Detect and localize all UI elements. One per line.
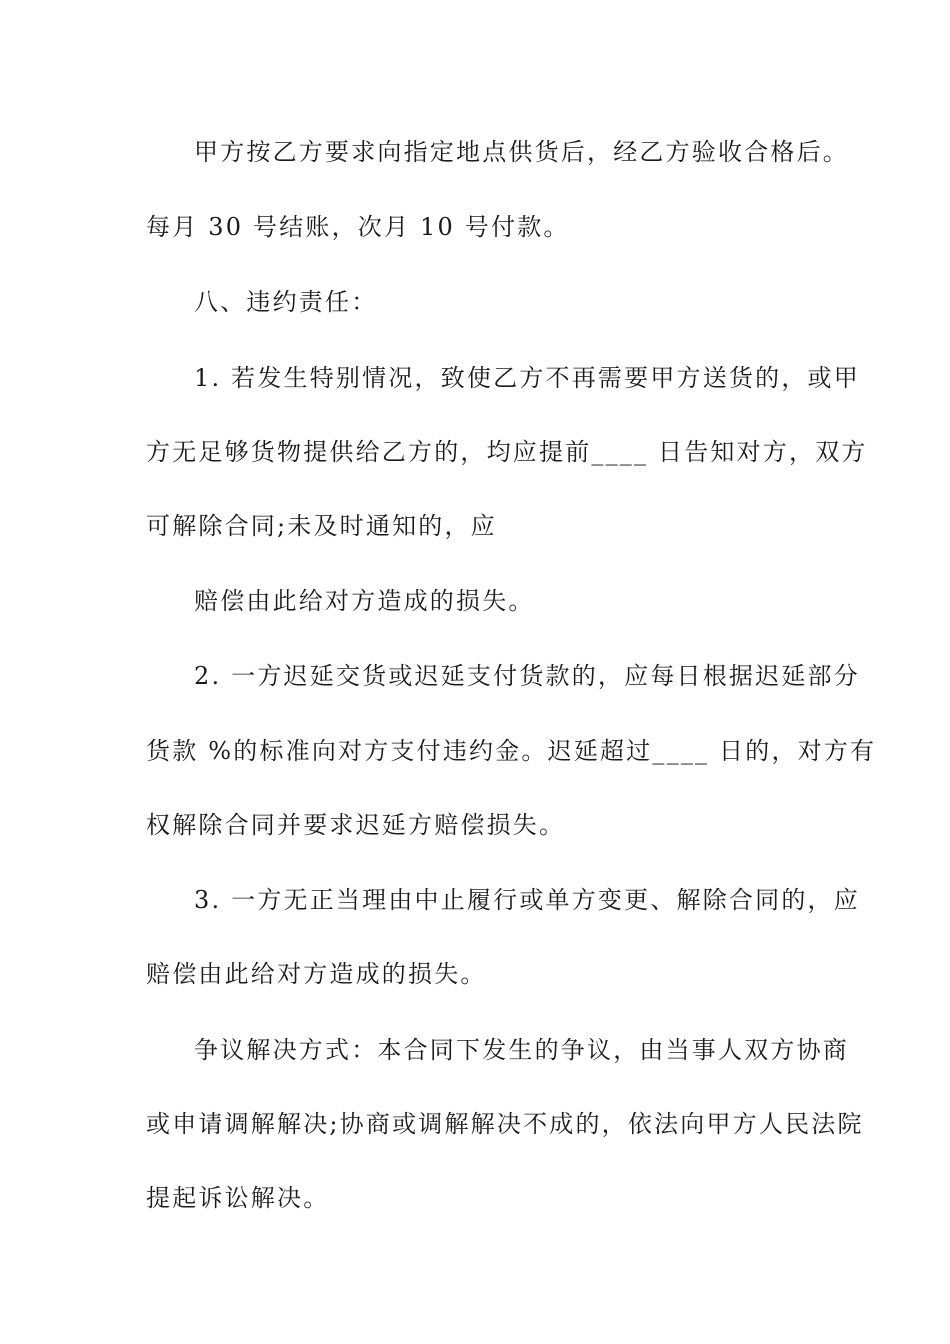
payment-terms-line-1: 甲方按乙方要求向指定地点供货后，经乙方验收合格后。 xyxy=(194,138,849,166)
dispute-line-3: 提起诉讼解决。 xyxy=(146,1184,330,1212)
clause-3-line-2: 赔偿由此给对方造成的损失。 xyxy=(146,960,487,988)
clause-2-line-2: 货款 %的标准向对方支付违约金。迟延超过____ 日的，对方有 xyxy=(146,737,877,765)
clause-1-line-2: 方无足够货物提供给乙方的，均应提前____ 日告知对方，双方 xyxy=(146,438,868,466)
payment-terms-line-2: 每月 30 号结账，次月 10 号付款。 xyxy=(146,213,570,241)
clause-1-line-1: 1. 若发生特别情况，致使乙方不再需要甲方送货的，或甲 xyxy=(194,364,860,392)
dispute-line-2: 或申请调解解决;协商或调解解决不成的，依法向甲方人民法院 xyxy=(146,1110,864,1138)
clause-1-line-3: 可解除合同;未及时通知的，应 xyxy=(146,512,497,540)
clause-2-line-3: 权解除合同并要求迟延方赔偿损失。 xyxy=(146,811,566,839)
clause-1-line-4: 赔偿由此给对方造成的损失。 xyxy=(194,587,535,615)
clause-3-line-1: 3. 一方无正当理由中止履行或单方变更、解除合同的，应 xyxy=(194,886,860,914)
clause-2-line-1: 2. 一方迟延交货或迟延支付货款的，应每日根据迟延部分 xyxy=(194,662,860,690)
dispute-line-1: 争议解决方式：本合同下发生的争议，由当事人双方协商 xyxy=(194,1036,849,1064)
section-heading-breach: 八、违约责任： xyxy=(194,288,378,316)
